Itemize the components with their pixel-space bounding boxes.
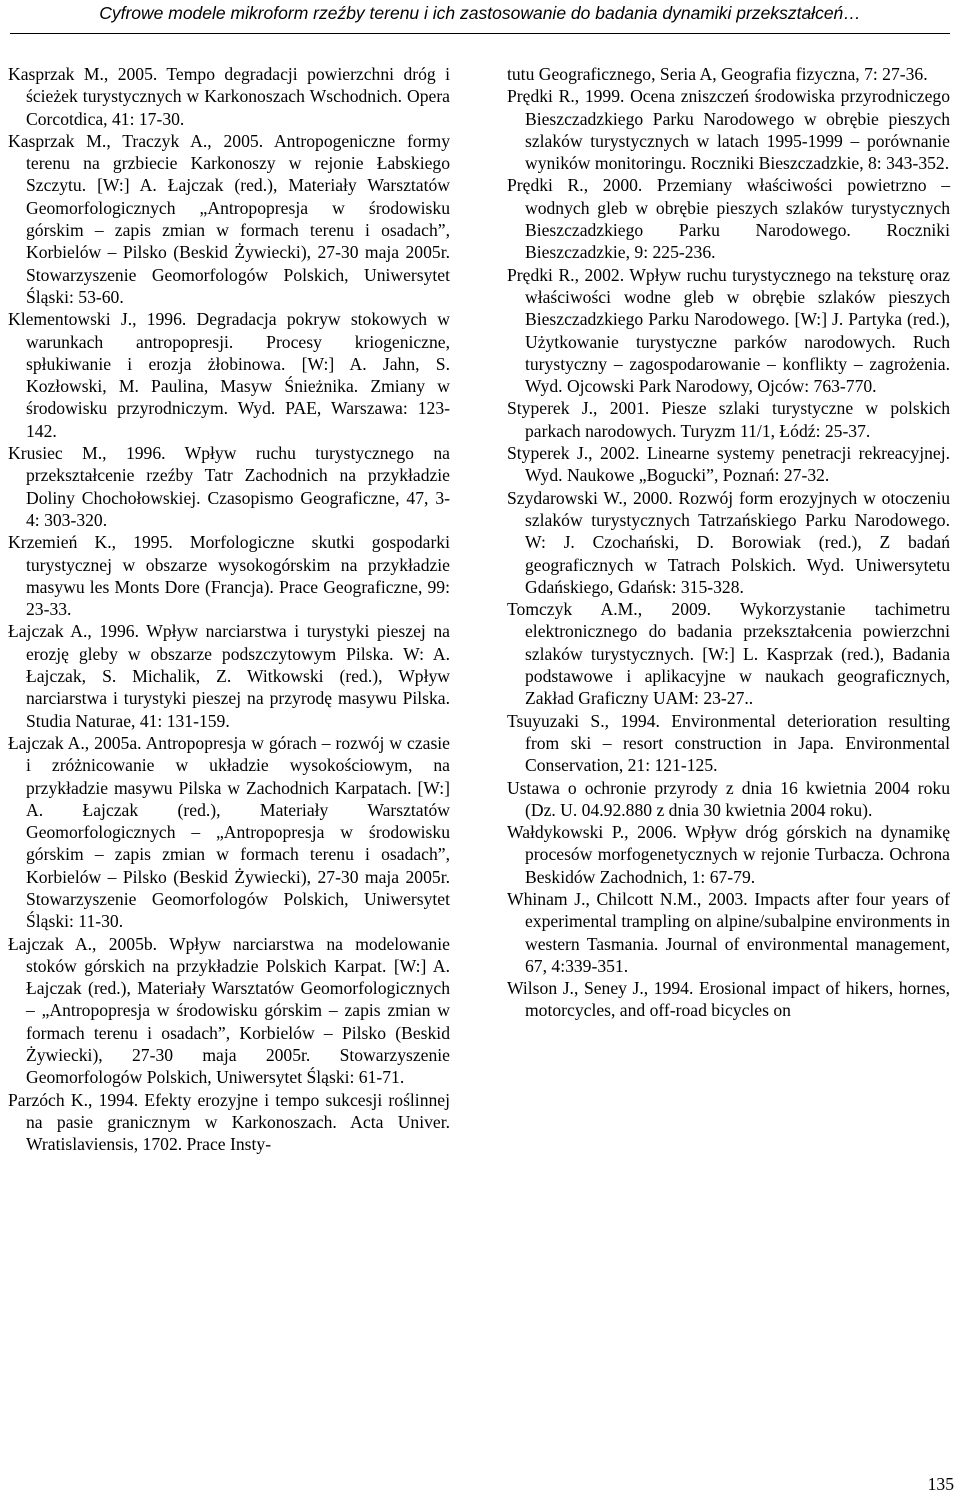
reference-entry-continued: tutu Geograficznego, Seria A, Geografia fizyczna, 7: 27-36. <box>507 64 928 84</box>
running-header <box>0 0 960 40</box>
reference-entry: Prędki R., 1999. Ocena zniszczeń środowiska przyrodniczego Bieszczadzkiego Parku Narodowego w obrębie pieszych szlaków turystycznych w latach 1995-1999 – porównanie wyników monitoringu. Roczniki Bieszczadzkie, 8: 343-352. <box>507 86 950 174</box>
reference-entry: Parzóch K., 1994. Efekty erozyjne i tempo sukcesji roślinnej na pasie granicznym w Karkonoszach. Acta Univer. Wratislaviensis, 1702. Prace Insty- <box>8 1089 450 1155</box>
reference-entry: Łajczak A., 2005a. Antropopresja w górach – rozwój w czasie i zróżnicowanie w układzie wysokościowym, na przykładzie masywu Pilska w Zachodnich Karpatach. [W:] A. Łajczak (red.), Materiały Warsztatów Geomorfologicznych – „Antropopresja w środowisku górskim – zapis zmian w formach terenu i osadach”, Korbielów – Pilsko (Beskid Żywiecki), 27-30 maja 2005r. Stowarzyszenie Geomorfologów Polskich, Uniwersytet Śląski: 11-30. <box>8 732 450 932</box>
reference-entry: Łajczak A., 1996. Wpływ narciarstwa i turystyki pieszej na erozję gleby w obszarze podszczytowym Pilska. W: A. Łajczak, S. Michalik, Z. Witkowski (red.), Wpływ narciarstwa i turystyki pieszej na przyrodę masywu Pilska. Studia Naturae, 41: 131-159. <box>8 621 450 731</box>
reference-entry: Tsuyuzaki S., 1994. Environmental deterioration resulting from ski – resort construction in Japa. Environmental Conservation, 21: 121-125. <box>507 710 950 776</box>
header-rule <box>10 33 950 34</box>
references-column-left <box>8 63 450 1156</box>
reference-entry: Styperek J., 2002. Linearne systemy penetracji rekreacyjnej. Wyd. Naukowe „Bogucki”, Poznań: 27-32. <box>507 443 950 486</box>
reference-entry: Prędki R., 2000. Przemiany właściwości powietrzno – wodnych gleb w obrębie pieszych szlaków turystycznych Bieszczadzkiego Parku Narodowego. Roczniki Bieszczadzkie, 9: 225-236. <box>507 175 950 263</box>
reference-entry: Styperek J., 2001. Piesze szlaki turystyczne w polskich parkach narodowych. Turyzm 11/1, Łódź: 25-37. <box>507 398 950 441</box>
reference-entry: Kasprzak M., Traczyk A., 2005. Antropogeniczne formy terenu na grzbiecie Karkonoszy w rejonie Łabskiego Szczytu. [W:] A. Łajczak (red.), Materiały Warsztatów Geomorfologicznych „Antropopresja w środowisku górskim – zapis zmian w formach terenu i osadach”, Korbielów – Pilsko (Beskid Żywiecki), 27-30 maja 2005r. Stowarzyszenie Geomorfologów Polskich, Uniwersytet Śląski: 53-60. <box>8 130 450 307</box>
reference-entry: Klementowski J., 1996. Degradacja pokryw stokowych w warunkach antropopresji. Procesy kriogeniczne, spłukiwanie i erozja żłobinowa. [W:] A. Jahn, S. Kozłowski, M. Paulina, Masyw Śnieżnika. Zmiany w środowisku przyrodniczym. Wyd. PAE, Warszawa: 123-142. <box>8 309 450 441</box>
reference-entry: Ustawa o ochronie przyrody z dnia 16 kwietnia 2004 roku (Dz. U. 04.92.880 z dnia 30 kwietnia 2004 roku). <box>507 777 950 820</box>
reference-entry: Łajczak A., 2005b. Wpływ narciarstwa na modelowanie stoków górskich na przykładzie Polskich Karpat. [W:] A. Łajczak (red.), Materiały Warsztatów Geomorfologicznych – „Antropopresja w środowisku górskim – zapis zmian w formach terenu i osadach”, Korbielów – Pilsko (Beskid Żywiecki), 27-30 maja 2005r. Stowarzyszenie Geomorfologów Polskich, Uniwersytet Śląski: 61-71. <box>8 933 450 1088</box>
running-title: Cyfrowe modele mikroform rzeźby terenu i ich zastosowanie do badania dynamiki przekształceń… <box>99 3 861 23</box>
reference-entry: Tomczyk A.M., 2009. Wykorzystanie tachimetru elektronicznego do badania przekształcenia powierzchni szlaków turystycznych. [W:] L. Kasprzak (red.), Badania podstawowe i aplikacyjne w naukach geograficznych, Zakład Graficzny UAM: 23-27.. <box>507 599 950 709</box>
reference-entry: Wilson J., Seney J., 1994. Erosional impact of hikers, hornes, motorcycles, and off-road bicycles on <box>507 978 950 1021</box>
references-column-right <box>507 63 950 1022</box>
reference-entry: Wałdykowski P., 2006. Wpływ dróg górskich na dynamikę procesów morfogenetycznych w rejonie Turbacza. Ochrona Beskidów Zachodnich, 1: 67-79. <box>507 822 950 887</box>
reference-entry: Prędki R., 2002. Wpływ ruchu turystycznego na teksturę oraz właściwości wodne gleb w obrębie szlaków pieszych Bieszczadzkiego Parku Narodowego. [W:] J. Partyka (red.), Użytkowanie turystyczne parków narodowych. Ruch turystyczny – zagospodarowanie – konflikty – zagrożenia. Wyd. Ojcowski Park Narodowy, Ojców: 763-770. <box>507 264 950 397</box>
reference-entry: Kasprzak M., 2005. Tempo degradacji powierzchni dróg i ścieżek turystycznych w Karkonoszach Wschodnich. Opera Corcotdica, 41: 17-30. <box>8 64 450 129</box>
reference-entry: Krusiec M., 1996. Wpływ ruchu turystycznego na przekształcenie rzeźby Tatr Zachodnich na przykładzie Doliny Chochołowskiej. Czasopismo Geograficzne, 47, 3-4: 303-320. <box>8 443 450 530</box>
reference-entry: Whinam J., Chilcott N.M., 2003. Impacts after four years of experimental trampling on alpine/subalpine environments in western Tasmania. Journal of environmental management, 67, 4:339-351. <box>507 888 950 976</box>
reference-entry: Krzemień K., 1995. Morfologiczne skutki gospodarki turystycznej w obszarze wysokogórskim na przykładzie masywu les Monts Dore (Francja). Prace Geograficzne, 99: 23-33. <box>8 532 450 620</box>
page-number: 135 <box>927 1474 954 1494</box>
reference-entry: Szydarowski W., 2000. Rozwój form erozyjnych w otoczeniu szlaków turystycznych Tatrzańskiego Parku Narodowego. W: J. Czochański, D. Borowiak (red.), Z badań geograficznych w Tatrach Polskich. Wyd. Uniwersytetu Gdańskiego, Gdańsk: 315-328. <box>507 487 950 597</box>
